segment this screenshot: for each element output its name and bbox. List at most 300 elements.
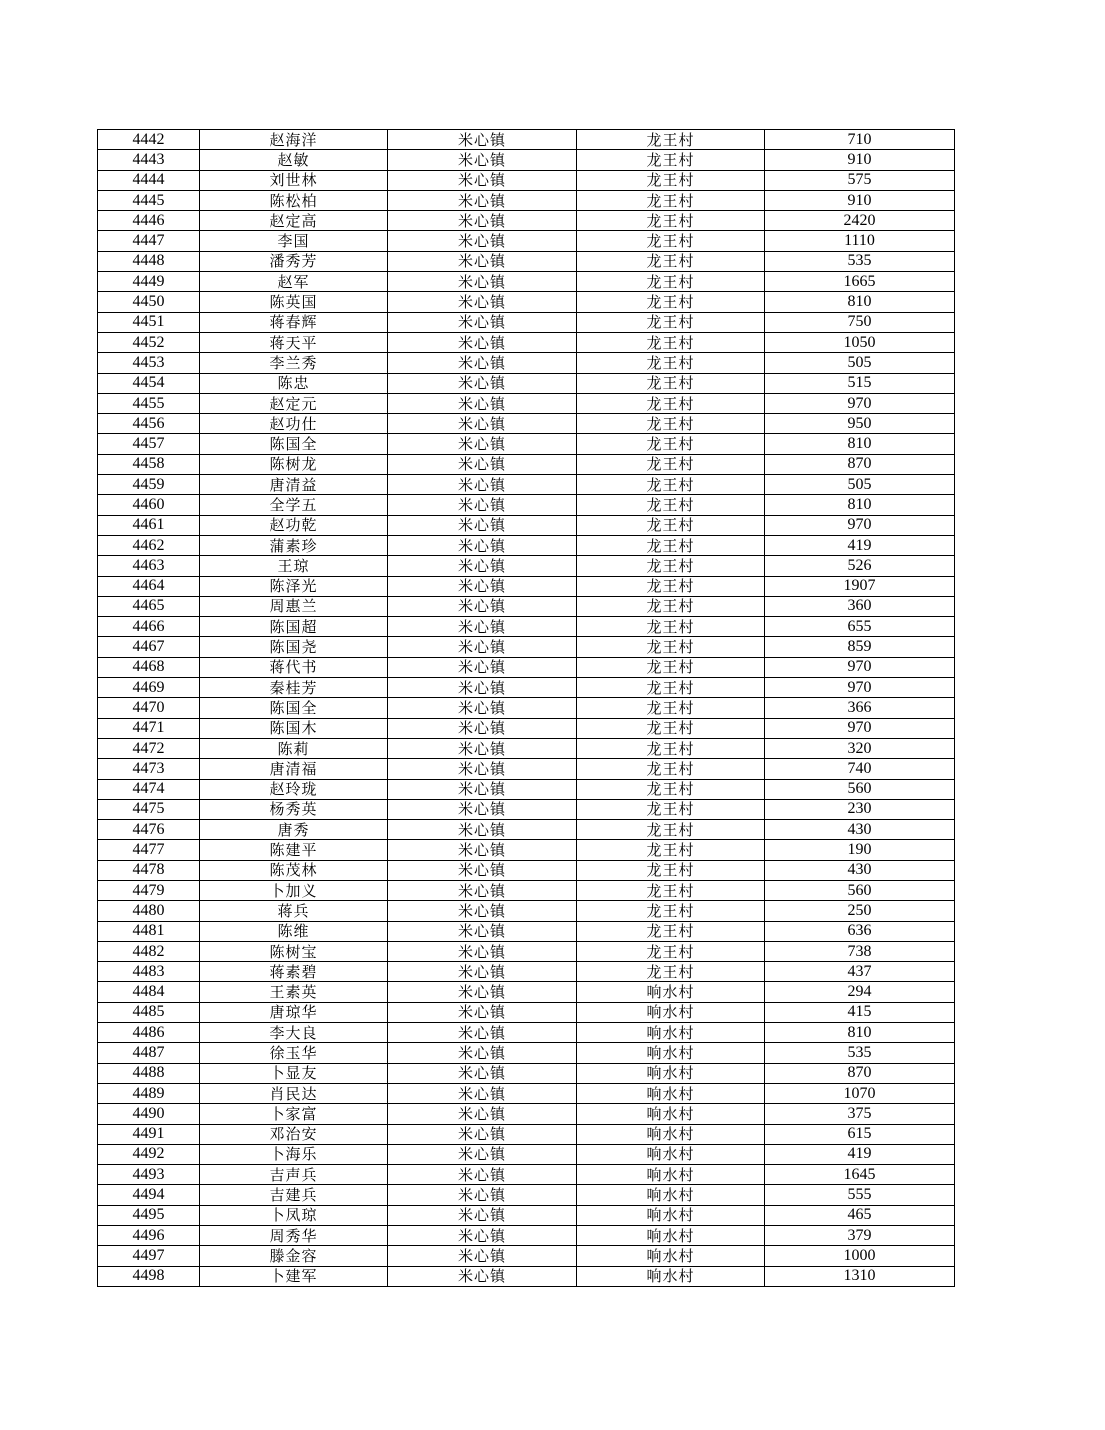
cell-amount: 375 [765, 1104, 955, 1124]
cell-town: 米心镇 [388, 495, 577, 515]
cell-amount: 810 [765, 434, 955, 454]
table-row [98, 840, 955, 860]
cell-town: 米心镇 [388, 921, 577, 941]
cell-serial-number: 4445 [98, 190, 200, 210]
cell-town: 米心镇 [388, 596, 577, 616]
cell-name: 滕金容 [200, 1246, 388, 1266]
cell-town: 米心镇 [388, 170, 577, 190]
cell-amount: 190 [765, 840, 955, 860]
cell-village: 龙王村 [577, 678, 765, 698]
cell-amount: 1050 [765, 332, 955, 352]
table-body [98, 130, 955, 1287]
cell-serial-number: 4442 [98, 130, 200, 150]
cell-amount: 320 [765, 738, 955, 758]
cell-name: 赵定元 [200, 393, 388, 413]
cell-village: 龙王村 [577, 921, 765, 941]
table-row [98, 1205, 955, 1225]
cell-serial-number: 4469 [98, 678, 200, 698]
table-row [98, 1124, 955, 1144]
cell-amount: 738 [765, 941, 955, 961]
cell-amount: 2420 [765, 211, 955, 231]
cell-village: 龙王村 [577, 211, 765, 231]
cell-village: 龙王村 [577, 414, 765, 434]
table-row [98, 1043, 955, 1063]
cell-serial-number: 4493 [98, 1165, 200, 1185]
cell-serial-number: 4491 [98, 1124, 200, 1144]
cell-village: 龙王村 [577, 251, 765, 271]
cell-town: 米心镇 [388, 1104, 577, 1124]
cell-amount: 515 [765, 373, 955, 393]
table-row [98, 353, 955, 373]
cell-town: 米心镇 [388, 962, 577, 982]
table-row [98, 738, 955, 758]
cell-village: 响水村 [577, 1246, 765, 1266]
cell-village: 龙王村 [577, 475, 765, 495]
cell-serial-number: 4487 [98, 1043, 200, 1063]
cell-amount: 859 [765, 637, 955, 657]
cell-serial-number: 4444 [98, 170, 200, 190]
cell-amount: 575 [765, 170, 955, 190]
table-row [98, 292, 955, 312]
table-row [98, 211, 955, 231]
cell-serial-number: 4486 [98, 1023, 200, 1043]
cell-town: 米心镇 [388, 130, 577, 150]
cell-name: 唐琼华 [200, 1002, 388, 1022]
cell-serial-number: 4481 [98, 921, 200, 941]
cell-serial-number: 4448 [98, 251, 200, 271]
cell-amount: 526 [765, 556, 955, 576]
cell-village: 龙王村 [577, 962, 765, 982]
cell-town: 米心镇 [388, 393, 577, 413]
table-row [98, 617, 955, 637]
cell-serial-number: 4480 [98, 901, 200, 921]
cell-village: 响水村 [577, 1002, 765, 1022]
cell-serial-number: 4483 [98, 962, 200, 982]
cell-name: 周秀华 [200, 1226, 388, 1246]
cell-name: 蒲素珍 [200, 535, 388, 555]
table-row [98, 556, 955, 576]
cell-village: 响水村 [577, 1023, 765, 1043]
cell-serial-number: 4452 [98, 332, 200, 352]
cell-town: 米心镇 [388, 292, 577, 312]
cell-town: 米心镇 [388, 738, 577, 758]
cell-village: 响水村 [577, 1063, 765, 1083]
cell-village: 龙王村 [577, 860, 765, 880]
cell-town: 米心镇 [388, 1226, 577, 1246]
cell-town: 米心镇 [388, 1023, 577, 1043]
cell-name: 蒋春辉 [200, 312, 388, 332]
table-row [98, 1104, 955, 1124]
table-row [98, 1063, 955, 1083]
table-row [98, 231, 955, 251]
cell-town: 米心镇 [388, 1083, 577, 1103]
cell-name: 赵玲珑 [200, 779, 388, 799]
cell-name: 陈莉 [200, 738, 388, 758]
cell-village: 响水村 [577, 1124, 765, 1144]
cell-name: 卜加义 [200, 880, 388, 900]
cell-name: 蒋代书 [200, 657, 388, 677]
cell-amount: 366 [765, 698, 955, 718]
cell-serial-number: 4488 [98, 1063, 200, 1083]
table-row [98, 251, 955, 271]
cell-amount: 910 [765, 150, 955, 170]
cell-town: 米心镇 [388, 231, 577, 251]
table-row [98, 1266, 955, 1286]
cell-name: 杨秀英 [200, 799, 388, 819]
cell-serial-number: 4454 [98, 373, 200, 393]
cell-amount: 970 [765, 657, 955, 677]
cell-amount: 870 [765, 454, 955, 474]
table-row [98, 941, 955, 961]
cell-amount: 615 [765, 1124, 955, 1144]
table-row [98, 759, 955, 779]
cell-name: 刘世林 [200, 170, 388, 190]
cell-town: 米心镇 [388, 535, 577, 555]
cell-village: 龙王村 [577, 901, 765, 921]
cell-amount: 505 [765, 475, 955, 495]
table-row [98, 414, 955, 434]
cell-serial-number: 4479 [98, 880, 200, 900]
cell-name: 陈国全 [200, 698, 388, 718]
cell-village: 龙王村 [577, 353, 765, 373]
cell-name: 蒋天平 [200, 332, 388, 352]
cell-village: 龙王村 [577, 718, 765, 738]
cell-amount: 1070 [765, 1083, 955, 1103]
cell-village: 龙王村 [577, 190, 765, 210]
cell-serial-number: 4482 [98, 941, 200, 961]
cell-name: 唐清福 [200, 759, 388, 779]
cell-serial-number: 4475 [98, 799, 200, 819]
data-table [97, 129, 955, 1287]
cell-town: 米心镇 [388, 657, 577, 677]
cell-name: 陈英国 [200, 292, 388, 312]
cell-town: 米心镇 [388, 678, 577, 698]
cell-amount: 1310 [765, 1266, 955, 1286]
cell-village: 响水村 [577, 1144, 765, 1164]
cell-amount: 419 [765, 535, 955, 555]
cell-name: 王琼 [200, 556, 388, 576]
cell-village: 龙王村 [577, 130, 765, 150]
cell-town: 米心镇 [388, 779, 577, 799]
cell-village: 龙王村 [577, 393, 765, 413]
cell-town: 米心镇 [388, 272, 577, 292]
cell-town: 米心镇 [388, 1266, 577, 1286]
table-row [98, 921, 955, 941]
table-row [98, 1023, 955, 1043]
cell-village: 龙王村 [577, 759, 765, 779]
table-row [98, 495, 955, 515]
table-row [98, 1165, 955, 1185]
cell-amount: 535 [765, 251, 955, 271]
table-row [98, 1002, 955, 1022]
table-row [98, 130, 955, 150]
table-row [98, 657, 955, 677]
cell-serial-number: 4476 [98, 820, 200, 840]
table-row [98, 779, 955, 799]
cell-village: 龙王村 [577, 617, 765, 637]
table-row [98, 393, 955, 413]
table-row [98, 170, 955, 190]
cell-name: 陈树宝 [200, 941, 388, 961]
cell-village: 龙王村 [577, 799, 765, 819]
cell-amount: 810 [765, 495, 955, 515]
cell-serial-number: 4466 [98, 617, 200, 637]
cell-amount: 1000 [765, 1246, 955, 1266]
cell-name: 李大良 [200, 1023, 388, 1043]
cell-name: 陈国木 [200, 718, 388, 738]
cell-village: 龙王村 [577, 292, 765, 312]
cell-serial-number: 4463 [98, 556, 200, 576]
cell-amount: 655 [765, 617, 955, 637]
cell-amount: 740 [765, 759, 955, 779]
cell-town: 米心镇 [388, 414, 577, 434]
cell-village: 龙王村 [577, 272, 765, 292]
table-row [98, 576, 955, 596]
cell-amount: 555 [765, 1185, 955, 1205]
cell-name: 徐玉华 [200, 1043, 388, 1063]
cell-amount: 1665 [765, 272, 955, 292]
cell-serial-number: 4453 [98, 353, 200, 373]
table-row [98, 1226, 955, 1246]
cell-village: 龙王村 [577, 556, 765, 576]
cell-serial-number: 4498 [98, 1266, 200, 1286]
cell-village: 响水村 [577, 1266, 765, 1286]
cell-name: 李国 [200, 231, 388, 251]
cell-town: 米心镇 [388, 1246, 577, 1266]
cell-amount: 970 [765, 678, 955, 698]
cell-serial-number: 4451 [98, 312, 200, 332]
cell-serial-number: 4450 [98, 292, 200, 312]
cell-serial-number: 4460 [98, 495, 200, 515]
cell-serial-number: 4468 [98, 657, 200, 677]
cell-amount: 950 [765, 414, 955, 434]
cell-name: 吉建兵 [200, 1185, 388, 1205]
cell-name: 赵海洋 [200, 130, 388, 150]
table-row [98, 272, 955, 292]
table-row [98, 150, 955, 170]
cell-town: 米心镇 [388, 1144, 577, 1164]
cell-amount: 1110 [765, 231, 955, 251]
cell-village: 龙王村 [577, 657, 765, 677]
cell-serial-number: 4465 [98, 596, 200, 616]
cell-town: 米心镇 [388, 211, 577, 231]
cell-village: 龙王村 [577, 535, 765, 555]
table-row [98, 434, 955, 454]
cell-town: 米心镇 [388, 1165, 577, 1185]
cell-town: 米心镇 [388, 698, 577, 718]
cell-name: 卜显友 [200, 1063, 388, 1083]
table-row [98, 678, 955, 698]
cell-serial-number: 4458 [98, 454, 200, 474]
cell-serial-number: 4443 [98, 150, 200, 170]
cell-village: 龙王村 [577, 495, 765, 515]
cell-amount: 910 [765, 190, 955, 210]
cell-village: 响水村 [577, 1205, 765, 1225]
cell-name: 王素英 [200, 982, 388, 1002]
cell-village: 龙王村 [577, 820, 765, 840]
cell-serial-number: 4471 [98, 718, 200, 738]
cell-town: 米心镇 [388, 556, 577, 576]
cell-village: 龙王村 [577, 373, 765, 393]
cell-amount: 750 [765, 312, 955, 332]
cell-town: 米心镇 [388, 150, 577, 170]
cell-name: 蒋素碧 [200, 962, 388, 982]
table-row [98, 799, 955, 819]
cell-village: 响水村 [577, 1104, 765, 1124]
cell-name: 赵功乾 [200, 515, 388, 535]
cell-village: 龙王村 [577, 637, 765, 657]
cell-name: 秦桂芳 [200, 678, 388, 698]
cell-name: 陈国超 [200, 617, 388, 637]
cell-name: 唐秀 [200, 820, 388, 840]
cell-serial-number: 4464 [98, 576, 200, 596]
cell-name: 吉声兵 [200, 1165, 388, 1185]
table-row [98, 373, 955, 393]
cell-village: 龙王村 [577, 576, 765, 596]
cell-amount: 465 [765, 1205, 955, 1225]
table-row [98, 901, 955, 921]
cell-name: 陈建平 [200, 840, 388, 860]
table-row [98, 698, 955, 718]
cell-name: 陈松柏 [200, 190, 388, 210]
cell-town: 米心镇 [388, 312, 577, 332]
cell-village: 龙王村 [577, 150, 765, 170]
cell-village: 龙王村 [577, 596, 765, 616]
cell-town: 米心镇 [388, 190, 577, 210]
cell-name: 陈茂林 [200, 860, 388, 880]
cell-name: 卜海乐 [200, 1144, 388, 1164]
cell-name: 潘秀芳 [200, 251, 388, 271]
cell-amount: 430 [765, 860, 955, 880]
cell-village: 响水村 [577, 1185, 765, 1205]
cell-town: 米心镇 [388, 515, 577, 535]
cell-town: 米心镇 [388, 1043, 577, 1063]
cell-serial-number: 4446 [98, 211, 200, 231]
table-row [98, 820, 955, 840]
cell-name: 邓治安 [200, 1124, 388, 1144]
cell-serial-number: 4472 [98, 738, 200, 758]
cell-serial-number: 4497 [98, 1246, 200, 1266]
cell-town: 米心镇 [388, 718, 577, 738]
cell-village: 龙王村 [577, 698, 765, 718]
cell-amount: 1645 [765, 1165, 955, 1185]
cell-amount: 1907 [765, 576, 955, 596]
cell-name: 唐清益 [200, 475, 388, 495]
cell-amount: 970 [765, 515, 955, 535]
cell-town: 米心镇 [388, 617, 577, 637]
table-row [98, 475, 955, 495]
cell-village: 龙王村 [577, 312, 765, 332]
cell-town: 米心镇 [388, 454, 577, 474]
table-row [98, 1185, 955, 1205]
table-row [98, 1083, 955, 1103]
cell-amount: 419 [765, 1144, 955, 1164]
cell-name: 卜凤琼 [200, 1205, 388, 1225]
cell-name: 陈国尧 [200, 637, 388, 657]
cell-amount: 379 [765, 1226, 955, 1246]
cell-amount: 970 [765, 718, 955, 738]
cell-serial-number: 4477 [98, 840, 200, 860]
table-row [98, 860, 955, 880]
cell-town: 米心镇 [388, 1205, 577, 1225]
cell-town: 米心镇 [388, 332, 577, 352]
cell-amount: 560 [765, 779, 955, 799]
cell-village: 响水村 [577, 1043, 765, 1063]
cell-name: 陈忠 [200, 373, 388, 393]
cell-name: 李兰秀 [200, 353, 388, 373]
table-row [98, 880, 955, 900]
cell-serial-number: 4478 [98, 860, 200, 880]
cell-village: 响水村 [577, 1165, 765, 1185]
cell-village: 响水村 [577, 1083, 765, 1103]
cell-serial-number: 4447 [98, 231, 200, 251]
cell-serial-number: 4457 [98, 434, 200, 454]
cell-serial-number: 4489 [98, 1083, 200, 1103]
cell-amount: 710 [765, 130, 955, 150]
cell-town: 米心镇 [388, 637, 577, 657]
cell-town: 米心镇 [388, 434, 577, 454]
cell-amount: 294 [765, 982, 955, 1002]
cell-serial-number: 4459 [98, 475, 200, 495]
cell-village: 龙王村 [577, 880, 765, 900]
cell-town: 米心镇 [388, 1063, 577, 1083]
cell-town: 米心镇 [388, 799, 577, 819]
cell-town: 米心镇 [388, 840, 577, 860]
table-row [98, 332, 955, 352]
cell-town: 米心镇 [388, 1185, 577, 1205]
table-row [98, 596, 955, 616]
cell-village: 龙王村 [577, 332, 765, 352]
cell-amount: 230 [765, 799, 955, 819]
cell-town: 米心镇 [388, 1124, 577, 1144]
cell-name: 全学五 [200, 495, 388, 515]
cell-amount: 415 [765, 1002, 955, 1022]
table-row [98, 454, 955, 474]
cell-amount: 250 [765, 901, 955, 921]
cell-village: 龙王村 [577, 840, 765, 860]
cell-amount: 870 [765, 1063, 955, 1083]
cell-serial-number: 4492 [98, 1144, 200, 1164]
cell-name: 陈国全 [200, 434, 388, 454]
table-row [98, 637, 955, 657]
cell-village: 龙王村 [577, 231, 765, 251]
cell-serial-number: 4484 [98, 982, 200, 1002]
cell-village: 龙王村 [577, 454, 765, 474]
cell-serial-number: 4485 [98, 1002, 200, 1022]
cell-village: 响水村 [577, 982, 765, 1002]
cell-serial-number: 4449 [98, 272, 200, 292]
table-row [98, 535, 955, 555]
cell-serial-number: 4467 [98, 637, 200, 657]
cell-amount: 560 [765, 880, 955, 900]
cell-name: 肖民达 [200, 1083, 388, 1103]
cell-village: 龙王村 [577, 434, 765, 454]
table-row [98, 515, 955, 535]
table-row [98, 190, 955, 210]
cell-amount: 535 [765, 1043, 955, 1063]
cell-serial-number: 4494 [98, 1185, 200, 1205]
cell-serial-number: 4455 [98, 393, 200, 413]
cell-town: 米心镇 [388, 759, 577, 779]
cell-serial-number: 4490 [98, 1104, 200, 1124]
cell-town: 米心镇 [388, 373, 577, 393]
cell-town: 米心镇 [388, 576, 577, 596]
cell-amount: 970 [765, 393, 955, 413]
cell-town: 米心镇 [388, 353, 577, 373]
cell-serial-number: 4461 [98, 515, 200, 535]
cell-village: 龙王村 [577, 738, 765, 758]
cell-village: 响水村 [577, 1226, 765, 1246]
